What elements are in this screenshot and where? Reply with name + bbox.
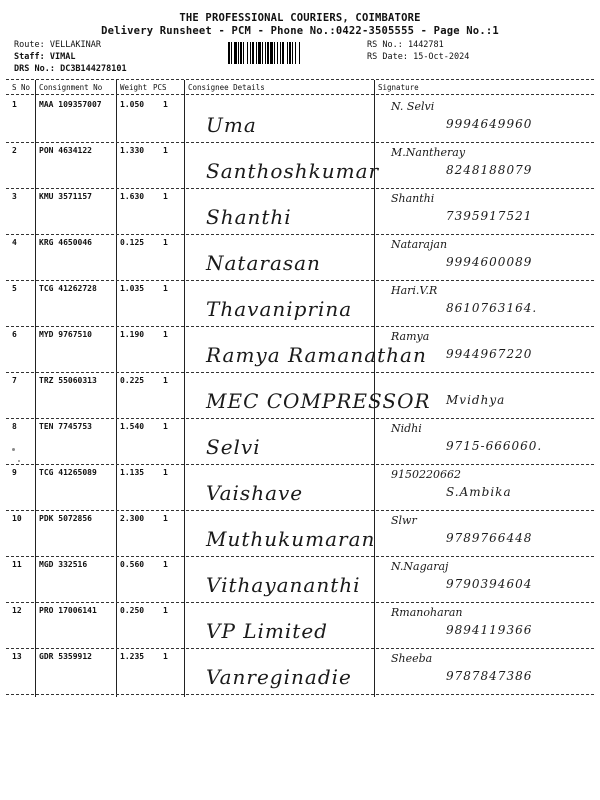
col-signature-header: Signature: [378, 83, 419, 92]
row-consignee-handwritten: Santhoshkumar: [206, 159, 380, 183]
row-signature-phone: 9944967220: [446, 347, 533, 361]
row-consignee-handwritten: Natarasan: [206, 251, 321, 275]
table-row: [6, 465, 594, 511]
row-consignee-handwritten: Selvi: [206, 435, 261, 459]
row-consignee-handwritten: Thavaniprina: [206, 297, 353, 321]
row-consignment-no: TCG 41265089: [39, 468, 97, 477]
row-sno: 7: [12, 376, 17, 385]
row-consignee-handwritten: Ramya Ramanathan: [206, 343, 427, 367]
row-consignment-no: TEN 7745753: [39, 422, 92, 431]
row-weight: 1.235: [120, 652, 145, 661]
row-sno: 3: [12, 192, 17, 201]
row-signature: N.Nagaraj: [391, 560, 449, 573]
row-pcs: 1: [163, 100, 168, 109]
row-pcs: 1: [163, 284, 168, 293]
row-consignee-handwritten: MEC COMPRESSOR: [206, 389, 431, 413]
row-weight: 0.250: [120, 606, 145, 615]
runsheet-subtitle: Delivery Runsheet - PCM - Phone No.:0422-3505555 - Page No.:1: [101, 25, 499, 37]
row-weight: 0.225: [120, 376, 145, 385]
row-consignee-handwritten: VP Limited: [206, 619, 328, 643]
row-signature: 9150220662: [391, 468, 461, 481]
row-pcs: 1: [163, 514, 168, 523]
row-pcs: 1: [163, 192, 168, 201]
row-consignee-handwritten: Vithayananthi: [206, 573, 361, 597]
row-sno: 2: [12, 146, 17, 155]
barcode: [228, 42, 358, 64]
table-row: [6, 373, 594, 419]
row-weight: 1.540: [120, 422, 145, 431]
row-weight: 0.560: [120, 560, 145, 569]
row-signature: Natarajan: [391, 238, 448, 251]
row-sno: 13: [12, 652, 22, 661]
row-sno: 5: [12, 284, 17, 293]
col-pcs-header: PCS: [153, 83, 167, 92]
row-weight: 1.330: [120, 146, 145, 155]
row-consignment-no: PRO 17006141: [39, 606, 97, 615]
row-signature-phone: 9994600089: [446, 255, 533, 269]
table-row: [6, 603, 594, 649]
row-sno: 6: [12, 330, 17, 339]
row-pcs: 1: [163, 560, 168, 569]
row-sno: 1: [12, 100, 17, 109]
row-signature: Ramya: [391, 330, 430, 343]
row-weight: 1.630: [120, 192, 145, 201]
row-consignment-no: PON 4634122: [39, 146, 92, 155]
row-separator: [6, 694, 594, 695]
row-signature-phone: 8248188079: [446, 163, 533, 177]
row-sno: 12: [12, 606, 22, 615]
row-signature: Shanthi: [391, 192, 435, 205]
route-label: Route:: [14, 40, 45, 50]
col-consignee-header: Consignee Details: [188, 83, 265, 92]
row-signature: Hari.V.R: [391, 284, 438, 297]
col-consignment-header: Consignment No: [39, 83, 103, 92]
row-consignee-handwritten: Muthukumaran: [206, 527, 376, 551]
row-pcs: 1: [163, 422, 168, 431]
row-sno: 4: [12, 238, 17, 247]
staff-value: VIMAL: [49, 52, 76, 62]
row-weight: 1.190: [120, 330, 145, 339]
table-row: [6, 511, 594, 557]
table-row: [6, 419, 594, 465]
row-pcs: 1: [163, 330, 168, 339]
header-bottom-rule: [6, 94, 594, 95]
row-sno: 10: [12, 514, 22, 523]
table-row: [6, 143, 594, 189]
col-weight-header: Weight: [120, 83, 148, 92]
row-signature: N. Selvi: [391, 100, 435, 113]
row-consignee-handwritten: Uma: [206, 113, 257, 137]
row-signature: Slwr: [391, 514, 417, 527]
company-title: THE PROFESSIONAL COURIERS, COIMBATORE: [179, 12, 421, 24]
row-consignment-no: MGD 332516: [39, 560, 88, 569]
table-row: [6, 235, 594, 281]
row-sno: 11: [12, 560, 22, 569]
staff-line: [14, 52, 75, 63]
row-weight: 1.135: [120, 468, 145, 477]
row-consignment-no: TCG 41262728: [39, 284, 97, 293]
row-weight: 0.125: [120, 238, 145, 247]
staff-label: Staff:: [14, 52, 45, 62]
row-signature-phone: 9894119366: [446, 623, 533, 637]
row-consignee-handwritten: Vaishave: [206, 481, 304, 505]
row-consignment-no: PDK 5072856: [39, 514, 92, 523]
row-consignment-no: KMU 3571157: [39, 192, 92, 201]
table-row: [6, 189, 594, 235]
drs-line: [14, 64, 127, 75]
row-signature-phone: 9715-666060.: [446, 439, 543, 453]
row-sno: 9: [12, 468, 17, 477]
row-signature-phone: S.Ambika: [446, 485, 512, 499]
row-signature-phone: 9994649960: [446, 117, 533, 131]
row-signature: Rmanoharan: [391, 606, 463, 619]
row-consignment-no: MAA 109357007: [39, 100, 102, 109]
rs-date-line: [367, 52, 469, 63]
rs-date-label: RS Date:: [367, 52, 408, 62]
col-sno-header: S No: [12, 83, 31, 92]
row-consignment-no: MYD 9767510: [39, 330, 92, 339]
drs-value: DC3B144278101: [60, 64, 127, 74]
row-pcs: 1: [163, 468, 168, 477]
table-row: [6, 97, 594, 143]
route-line: [14, 40, 101, 51]
route-value: VELLAKINAR: [49, 40, 102, 50]
rs-no-line: [367, 40, 444, 51]
row-signature-phone: 7395917521: [446, 209, 533, 223]
row-pcs: 1: [163, 146, 168, 155]
row-signature: M.Nantheray: [391, 146, 466, 159]
table-row: [6, 327, 594, 373]
table-row: [6, 557, 594, 603]
rs-no-label: RS No.:: [367, 40, 403, 50]
row-signature-phone: Mvidhya: [446, 393, 506, 407]
row-signature-phone: 9790394604: [446, 577, 533, 591]
scan-speck: [18, 460, 20, 462]
drs-label: DRS No.:: [14, 64, 55, 74]
row-pcs: 1: [163, 606, 168, 615]
row-consignment-no: KRG 4650046: [39, 238, 92, 247]
row-consignee-handwritten: Vanreginadie: [206, 665, 352, 689]
row-signature-phone: 9787847386: [446, 669, 533, 683]
table-row: [6, 649, 594, 695]
row-weight: 2.300: [120, 514, 145, 523]
row-signature-phone: 8610763164.: [446, 301, 538, 315]
barcode-bar: [300, 42, 301, 64]
row-consignment-no: GDR 5359912: [39, 652, 92, 661]
table-row: [6, 281, 594, 327]
row-pcs: 1: [163, 238, 168, 247]
row-weight: 1.035: [120, 284, 145, 293]
row-signature-phone: 9789766448: [446, 531, 533, 545]
rs-date-value: 15-Oct-2024: [413, 52, 470, 62]
row-weight: 1.050: [120, 100, 145, 109]
row-consignment-no: TRZ 55060313: [39, 376, 97, 385]
row-consignee-handwritten: Shanthi: [206, 205, 292, 229]
row-pcs: 1: [163, 376, 168, 385]
rs-no-value: 1442781: [407, 40, 444, 50]
scan-speck: [12, 448, 15, 451]
header-top-rule: [6, 79, 594, 80]
row-signature: Nidhi: [391, 422, 422, 435]
row-pcs: 1: [163, 652, 168, 661]
row-signature: Sheeba: [391, 652, 433, 665]
row-sno: 8: [12, 422, 17, 431]
